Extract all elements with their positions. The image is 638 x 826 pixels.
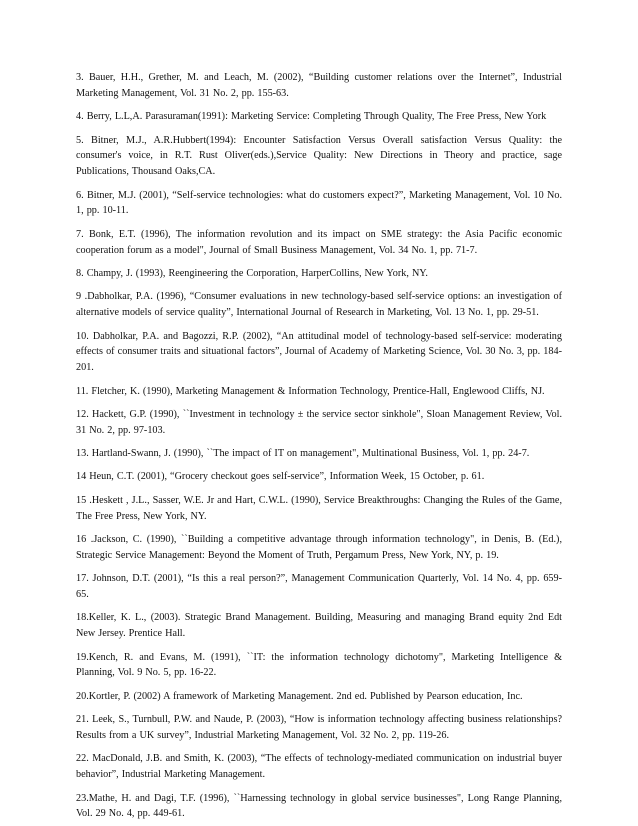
reference-23: 23.Mathe, H. and Dagi, T.F. (1996), ``Harnessing technology in global service businesses", Long Range Planning, Vol. 29 No. 4, pp. 449-61. [76,792,562,820]
reference-13: 13. Hartland-Swann, J. (1990), ``The impact of IT on management", Multinational Business, Vol. 1, pp. 24-7. [76,448,530,460]
reference-14: 14 Heun, C.T. (2001), “Grocery checkout goes self-service”, Information Week, 15 October, p. 61. [76,471,485,483]
reference-12: 12. Hackett, G.P. (1990), ``Investment in technology ± the service sector sinkhole", Sloan Management Review, Vol. 31 No. 2, pp. 97-103. [76,408,562,436]
reference-6: 6. Bitner, M.J. (2001), “Self-service technologies: what do customers expect?”, Marketing Management, Vol. 10 No. 1, pp. 10-11. [76,189,562,217]
reference-19: 19.Kench, R. and Evans, M. (1991), ``IT: the information technology dichotomy", Marketing Intelligence & Planning, Vol. 9 No. 5, pp. 16-22. [76,651,562,679]
reference-20: 20.Kortler, P. (2002) A framework of Marketing Management. 2nd ed. Published by Pearson education, Inc. [76,690,523,702]
reference-7: 7. Bonk, E.T. (1996), The information revolution and its impact on SME strategy: the Asia Pacific economic cooperation forum as a model", Journal of Small Business Management, Vol. 34 No. 1, pp. 71-7. [76,228,562,256]
reference-8: 8. Champy, J. (1993), Reengineering the Corporation, HarperCollins, New York, NY. [76,267,428,279]
reference-16: 16 .Jackson, C. (1990), ``Building a competitive advantage through information technology", in Denis, B. (Ed.), Strategic Service Management: Beyond the Moment of Truth, Pergamum Press, New York, NY, p. 19. [76,534,562,561]
reference-18: 18.Keller, K. L., (2003). Strategic Brand Management. Building, Measuring and managing Brand equity 2nd Edt New Jersey. Prentice Hall. [76,612,562,640]
reference-11: 11. Fletcher, K. (1990), Marketing Management & Information Technology, Prentice-Hall, Englewood Cliffs, NJ. [76,385,545,397]
reference-22: 22. MacDonald, J.B. and Smith, K. (2003), “The effects of technology-mediated communication on industrial buyer behavior”, Industrial Marketing Management. [76,753,562,781]
reference-17: 17. Johnson, D.T. (2001), “Is this a real person?”, Management Communication Quarterly, Vol. 14 No. 4, pp. 659-65. [76,573,562,601]
reference-10: 10. Dabholkar, P.A. and Bagozzi, R.P. (2002), “An attitudinal model of technology-based self-service: moderating effects of consumer traits and situational factors”, Journal of Academy of Marketing Science, Vol. 30 No. 3, pp. 184-201. [76,330,562,374]
reference-5: 5. Bitner, M.J., A.R.Hubbert(1994): Encounter Satisfaction Versus Overall satisfaction Versus Quality: the consumer's voice, in R.T. Rust Oliver(eds.),Service Quality: New Directions in Theory and practice, sage Publications, Thousand Oaks,CA. [76,134,562,178]
reference-3: 3. Bauer, H.H., Grether, M. and Leach, M. (2002), “Building customer relations over the Internet”, Industrial Marketing Management, Vol. 31 No. 2, pp. 155-63. [76,72,562,99]
reference-21: 21. Leek, S., Turnbull, P.W. and Naude, P. (2003), “How is information technology affecting business relationships? Results from a UK survey”, Industrial Marketing Management, Vol. 32 No. 2, pp. 119-26. [76,714,562,741]
reference-4: 4. Berry, L.L,A. Parasuraman(1991): Marketing Service: Completing Through Quality, The Free Press, New York [76,111,547,123]
reference-9: 9 .Dabholkar, P.A. (1996), “Consumer evaluations in new technology-based self-service options: an investigation of alternative models of service quality”, International Journal of Research in Marketing, Vol. 13 No. 1, pp. 29-51. [76,291,562,319]
reference-15: 15 .Heskett , J.L., Sasser, W.E. Jr and Hart, C.W.L. (1990), Service Breakthroughs: Changing the Rules of the Game, The Free Press, New York, NY. [76,494,562,522]
